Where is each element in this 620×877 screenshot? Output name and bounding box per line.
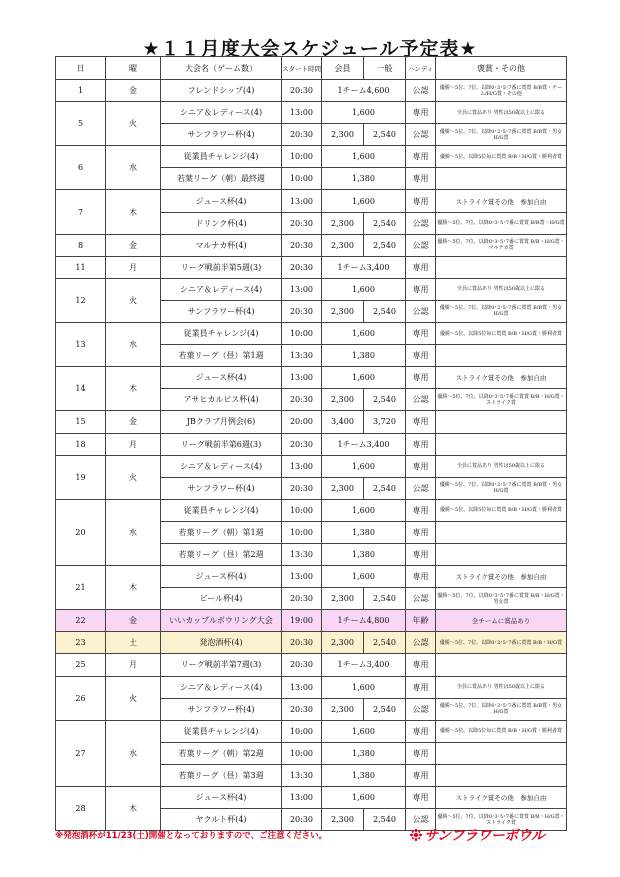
cell-time: 10:00 [282, 720, 322, 742]
cell-day: 12 [56, 278, 106, 322]
cell-name: ジュース杯(4) [161, 566, 282, 588]
cell-time: 10:00 [282, 168, 322, 190]
cell-general: 2,540 [364, 588, 406, 610]
cell-time: 20:30 [282, 389, 322, 411]
cell-day: 25 [56, 654, 106, 676]
cell-fee: 1,600 [322, 367, 406, 389]
cell-dow: 金 [106, 411, 161, 433]
cell-name: サンフラワー杯(4) [161, 124, 282, 146]
cell-dow: 木 [106, 787, 161, 831]
cell-day: 13 [56, 323, 106, 367]
cell-handi: 専用 [406, 323, 436, 345]
cell-member: 2,300 [322, 477, 364, 499]
logo-text: サンフラワーボウル [424, 828, 545, 844]
cell-dow: 金 [106, 234, 161, 256]
cell-handi: 専用 [406, 455, 436, 477]
schedule-table [55, 56, 567, 831]
cell-fee: 1,600 [322, 720, 406, 742]
cell-prize: 優勝～5位、7位、以降0･3･5･7番に賞賞 B/B賞・男女H/G賞 [436, 477, 567, 499]
cell-time: 13:00 [282, 190, 322, 212]
cell-handi: 専用 [406, 367, 436, 389]
cell-handi: 公認 [406, 389, 436, 411]
cell-general: 2,540 [364, 477, 406, 499]
cell-handi: 専用 [406, 764, 436, 786]
cell-prize: 優勝～5位、7位、以降0･3･5･7番に賞賞 B/B賞・男女H/G賞 [436, 124, 567, 146]
cell-dow: 月 [106, 256, 161, 278]
cell-fee: 1,380 [322, 345, 406, 367]
table-row [56, 323, 567, 345]
cell-name: ジュース杯(4) [161, 787, 282, 809]
cell-member: 2,300 [322, 212, 364, 234]
cell-handi: 公認 [406, 80, 436, 102]
cell-handi: 専用 [406, 256, 436, 278]
cell-handi: 専用 [406, 102, 436, 124]
cell-fee: 1,600 [322, 146, 406, 168]
cell-name: 若葉リーグ（朝）最終週 [161, 168, 282, 190]
cell-fee: 1,600 [322, 676, 406, 698]
header-name: 大会名（ゲーム数） [161, 57, 282, 80]
cell-fee: 1,380 [322, 521, 406, 543]
cell-prize: 優勝～5位、以降5位毎に賞賞 B/B・H/G賞・勝利者賞 [436, 720, 567, 742]
cell-name: 若葉リーグ（昼）第1週 [161, 345, 282, 367]
cell-day: 5 [56, 102, 106, 146]
cell-time: 20:30 [282, 809, 322, 831]
cell-handi: 公認 [406, 124, 436, 146]
cell-handi: 専用 [406, 742, 436, 764]
cell-prize: ストライク賞その他 参加自由 [436, 566, 567, 588]
cell-handi: 専用 [406, 190, 436, 212]
cell-handi: 専用 [406, 720, 436, 742]
cell-prize: 優勝～5位、以降5位毎に賞賞 B/B・H/G賞・勝利者賞 [436, 499, 567, 521]
cell-prize [436, 654, 567, 676]
cell-time: 20:30 [282, 124, 322, 146]
cell-dow: 水 [106, 146, 161, 190]
sunflower-icon [410, 829, 422, 841]
cell-general: 2,540 [364, 124, 406, 146]
cell-handi: 専用 [406, 499, 436, 521]
cell-time: 20:30 [282, 588, 322, 610]
cell-member: 2,300 [322, 300, 364, 322]
cell-prize: ストライク賞その他 参加自由 [436, 367, 567, 389]
cell-name: 発泡酒杯(4) [161, 632, 282, 654]
cell-day: 22 [56, 610, 106, 632]
cell-dow: 月 [106, 654, 161, 676]
cell-handi: 専用 [406, 543, 436, 565]
table-row [56, 256, 567, 278]
cell-general: 2,540 [364, 234, 406, 256]
cell-name: JBクラブ月例会(6) [161, 411, 282, 433]
cell-name: サンフラワー杯(4) [161, 477, 282, 499]
cell-fee: 1,600 [322, 102, 406, 124]
table-row [56, 654, 567, 676]
cell-prize [436, 256, 567, 278]
cell-time: 13:00 [282, 676, 322, 698]
table-row [56, 566, 567, 588]
cell-dow: 火 [106, 455, 161, 499]
cell-prize: 全員に賞品あり 男性は50歳以上に限る [436, 278, 567, 300]
cell-handi: 年齢 [406, 610, 436, 632]
page-title: ★１１月度大会スケジュール予定表★ [142, 38, 478, 60]
cell-prize [436, 433, 567, 455]
cell-fee: 1チーム3,400 [322, 654, 406, 676]
cell-day: 19 [56, 455, 106, 499]
cell-dow: 月 [106, 433, 161, 455]
cell-fee: 1チーム3,400 [322, 433, 406, 455]
cell-name: ビール杯(4) [161, 588, 282, 610]
cell-day: 20 [56, 499, 106, 565]
table-row [56, 610, 567, 632]
cell-fee: 1,600 [322, 787, 406, 809]
cell-day: 28 [56, 787, 106, 831]
cell-name: ジュース杯(4) [161, 190, 282, 212]
cell-handi: 専用 [406, 168, 436, 190]
cell-dow: 木 [106, 566, 161, 610]
table-row [56, 787, 567, 809]
cell-name: サンフラワー杯(4) [161, 698, 282, 720]
cell-name: ヤクルト杯(4) [161, 809, 282, 831]
cell-general: 2,540 [364, 632, 406, 654]
cell-prize: ストライク賞その他 参加自由 [436, 787, 567, 809]
cell-member: 2,300 [322, 124, 364, 146]
cell-prize: 全員に賞品あり 男性は50歳以上に限る [436, 455, 567, 477]
cell-handi: 公認 [406, 809, 436, 831]
cell-dow: 水 [106, 323, 161, 367]
cell-fee: 1,380 [322, 742, 406, 764]
cell-prize: 優勝～5位、7位、以降0･3･5･7番に賞賞 B/B・H/G賞・ストライク賞 [436, 389, 567, 411]
cell-time: 13:00 [282, 787, 322, 809]
cell-member: 2,300 [322, 698, 364, 720]
cell-handi: 公認 [406, 477, 436, 499]
cell-member: 2,300 [322, 809, 364, 831]
cell-handi: 公認 [406, 632, 436, 654]
header-handi: ハンディ [406, 57, 436, 80]
cell-prize [436, 345, 567, 367]
cell-handi: 専用 [406, 676, 436, 698]
cell-time: 20:30 [282, 654, 322, 676]
cell-name: ジュース杯(4) [161, 367, 282, 389]
cell-day: 7 [56, 190, 106, 234]
header-prize: 褒賞・その他 [436, 57, 567, 80]
cell-day: 15 [56, 411, 106, 433]
cell-member: 2,300 [322, 588, 364, 610]
cell-prize: 全員に賞品あり 男性は50歳以上に限る [436, 676, 567, 698]
cell-name: 従業員チャレンジ(4) [161, 720, 282, 742]
table-row [56, 146, 567, 168]
cell-general: 2,540 [364, 698, 406, 720]
cell-name: ドリンク杯(4) [161, 212, 282, 234]
cell-name: マルナカ杯(4) [161, 234, 282, 256]
cell-time: 13:30 [282, 543, 322, 565]
cell-dow: 火 [106, 676, 161, 720]
cell-handi: 公認 [406, 300, 436, 322]
cell-day: 27 [56, 720, 106, 786]
cell-prize [436, 168, 567, 190]
cell-general: 2,540 [364, 389, 406, 411]
cell-fee: 1,600 [322, 190, 406, 212]
cell-prize [436, 521, 567, 543]
header-member: 会員 [322, 57, 364, 80]
cell-name: フレンドシップ(4) [161, 80, 282, 102]
cell-time: 20:30 [282, 433, 322, 455]
cell-time: 10:00 [282, 323, 322, 345]
cell-name: リーグ戦前半第6週(3) [161, 433, 282, 455]
cell-name: いいカップルボウリング大会 [161, 610, 282, 632]
cell-dow: 土 [106, 632, 161, 654]
cell-day: 26 [56, 676, 106, 720]
cell-handi: 専用 [406, 521, 436, 543]
cell-time: 13:00 [282, 278, 322, 300]
cell-prize: 優勝～5位、以降5位毎に賞賞 B/B・H/G賞・勝利者賞 [436, 323, 567, 345]
cell-fee: 1,600 [322, 323, 406, 345]
cell-fee: 1,600 [322, 566, 406, 588]
table-row [56, 190, 567, 212]
cell-time: 20:30 [282, 477, 322, 499]
table-row [56, 720, 567, 742]
table-row [56, 499, 567, 521]
cell-time: 10:00 [282, 146, 322, 168]
cell-dow: 木 [106, 190, 161, 234]
cell-time: 10:00 [282, 521, 322, 543]
cell-name: 従業員チャレンジ(4) [161, 146, 282, 168]
cell-general: 3,720 [364, 411, 406, 433]
cell-time: 19:00 [282, 610, 322, 632]
cell-prize: 全チームに賞品あり [436, 610, 567, 632]
cell-handi: 専用 [406, 787, 436, 809]
cell-handi: 専用 [406, 345, 436, 367]
cell-fee: 1,380 [322, 543, 406, 565]
cell-name: 若葉リーグ（朝）第2週 [161, 742, 282, 764]
table-row [56, 433, 567, 455]
cell-prize: ストライク賞その他 参加自由 [436, 190, 567, 212]
cell-time: 13:00 [282, 102, 322, 124]
cell-prize [436, 543, 567, 565]
cell-handi: 専用 [406, 433, 436, 455]
cell-prize: 優勝～5位、7位、以降0･3･5･7番に賞賞 B/B・H/G賞・男女賞 [436, 588, 567, 610]
cell-fee: 1チーム4,800 [322, 610, 406, 632]
cell-day: 8 [56, 234, 106, 256]
cell-general: 2,540 [364, 300, 406, 322]
cell-dow: 火 [106, 102, 161, 146]
cell-dow: 火 [106, 278, 161, 322]
header-dow: 曜 [106, 57, 161, 80]
table-row [56, 234, 567, 256]
cell-day: 18 [56, 433, 106, 455]
cell-name: アサヒカルピス杯(4) [161, 389, 282, 411]
table-row [56, 632, 567, 654]
cell-name: シニア＆レディース(4) [161, 278, 282, 300]
cell-handi: 公認 [406, 588, 436, 610]
cell-member: 2,300 [322, 389, 364, 411]
table-row [56, 278, 567, 300]
cell-time: 20:30 [282, 80, 322, 102]
header-day: 日 [56, 57, 106, 80]
cell-dow: 金 [106, 610, 161, 632]
cell-general: 2,540 [364, 212, 406, 234]
cell-name: シニア＆レディース(4) [161, 455, 282, 477]
cell-member: 2,300 [322, 234, 364, 256]
cell-prize [436, 764, 567, 786]
cell-time: 10:00 [282, 499, 322, 521]
header-general: 一般 [364, 57, 406, 80]
cell-day: 11 [56, 256, 106, 278]
cell-dow: 木 [106, 367, 161, 411]
cell-fee: 1,600 [322, 455, 406, 477]
header-row [56, 57, 567, 80]
cell-day: 6 [56, 146, 106, 190]
cell-name: サンフラワー杯(4) [161, 300, 282, 322]
cell-prize: 優勝～5位、7位、以降0･3･5･7番に賞賞 B/B・H/G賞・マルナカ賞 [436, 234, 567, 256]
cell-prize: 優勝～5位、7位、以降0･3･5･7番に賞賞 B/B賞・チーム/H/G賞・その他 [436, 80, 567, 102]
cell-handi: 専用 [406, 411, 436, 433]
cell-fee: 1,600 [322, 278, 406, 300]
cell-time: 20:30 [282, 632, 322, 654]
cell-prize [436, 742, 567, 764]
cell-time: 20:30 [282, 234, 322, 256]
cell-prize: 優勝～5位、7位、以降0･3･5･7番に賞賞 B/B賞・男女H/G賞 [436, 698, 567, 720]
cell-name: 若葉リーグ（朝）第1週 [161, 521, 282, 543]
cell-member: 2,300 [322, 632, 364, 654]
cell-handi: 専用 [406, 146, 436, 168]
cell-time: 20:30 [282, 300, 322, 322]
cell-fee: 1,380 [322, 168, 406, 190]
schedule-body [56, 80, 567, 831]
cell-fee: 1,380 [322, 764, 406, 786]
cell-prize: 優勝～5位、7位、以降0･3･5･7番に賞賞 B/B賞・H/G賞 [436, 212, 567, 234]
cell-prize: 優勝～5位、7位、以降0･3･5･7番に賞賞 B/B賞・男女H/G賞 [436, 300, 567, 322]
cell-time: 20:30 [282, 212, 322, 234]
cell-fee: 1チーム3,400 [322, 256, 406, 278]
cell-dow: 水 [106, 720, 161, 786]
cell-prize: 優勝～5位、以降5位毎に賞賞 B/B・H/G賞・勝利者賞 [436, 146, 567, 168]
sunflower-bowl-logo [410, 825, 544, 845]
cell-handi: 専用 [406, 654, 436, 676]
cell-time: 20:00 [282, 411, 322, 433]
cell-fee: 1,600 [322, 499, 406, 521]
table-row [56, 367, 567, 389]
cell-prize: 優勝～5位、7位、以降0･3･5･7番に賞賞 B/B・H/G賞・ストライク賞 [436, 809, 567, 831]
cell-time: 10:00 [282, 742, 322, 764]
cell-name: シニア＆レディース(4) [161, 676, 282, 698]
cell-day: 23 [56, 632, 106, 654]
table-row [56, 80, 567, 102]
cell-dow: 水 [106, 499, 161, 565]
cell-time: 20:30 [282, 256, 322, 278]
table-row [56, 102, 567, 124]
cell-time: 13:00 [282, 566, 322, 588]
header-time: スタート時間 [282, 57, 322, 80]
cell-general: 2,540 [364, 809, 406, 831]
cell-prize: 全員に賞品あり 男性は50歳以上に限る [436, 102, 567, 124]
cell-member: 3,400 [322, 411, 364, 433]
cell-name: リーグ戦前半第7週(3) [161, 654, 282, 676]
cell-dow: 金 [106, 80, 161, 102]
cell-name: リーグ戦前半第5週(3) [161, 256, 282, 278]
cell-fee: 1チーム4,600 [322, 80, 406, 102]
cell-day: 14 [56, 367, 106, 411]
cell-day: 21 [56, 566, 106, 610]
cell-name: 従業員チャレンジ(4) [161, 323, 282, 345]
footer-note: ※発泡酒杯が11/23(土)開催となっておりますので、ご注意ください。 [55, 831, 328, 841]
cell-handi: 公認 [406, 234, 436, 256]
cell-handi: 専用 [406, 566, 436, 588]
cell-handi: 専用 [406, 278, 436, 300]
cell-time: 13:30 [282, 764, 322, 786]
cell-handi: 公認 [406, 698, 436, 720]
cell-time: 13:00 [282, 455, 322, 477]
cell-name: 従業員チャレンジ(4) [161, 499, 282, 521]
cell-time: 13:00 [282, 367, 322, 389]
cell-name: 若葉リーグ（昼）第2週 [161, 543, 282, 565]
cell-day: 1 [56, 80, 106, 102]
cell-handi: 公認 [406, 212, 436, 234]
table-row [56, 455, 567, 477]
cell-name: 若葉リーグ（昼）第3週 [161, 764, 282, 786]
cell-time: 13:30 [282, 345, 322, 367]
cell-prize: 優勝～5位、7位、以降0･3･5･7番に賞賞 B/B・H/G賞 [436, 632, 567, 654]
table-row [56, 411, 567, 433]
cell-name: シニア＆レディース(4) [161, 102, 282, 124]
table-row [56, 676, 567, 698]
cell-prize [436, 411, 567, 433]
cell-time: 20:30 [282, 698, 322, 720]
